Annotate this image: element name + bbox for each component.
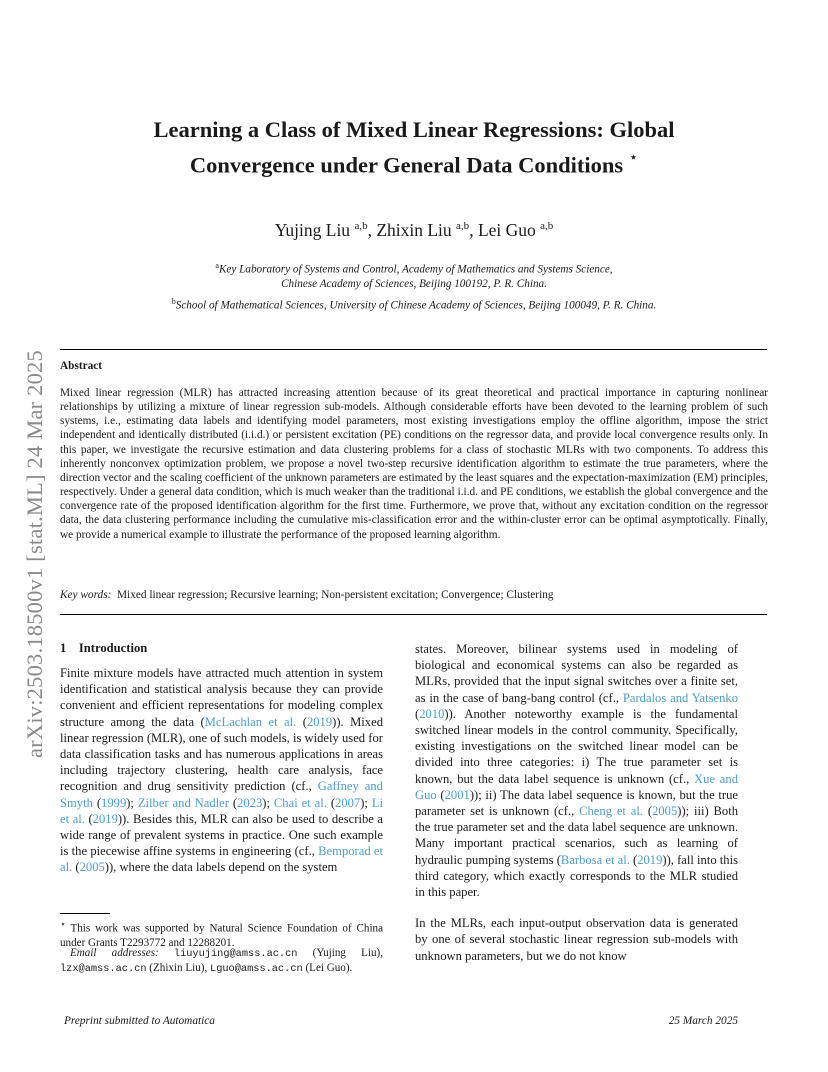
paragraph-text: ( bbox=[84, 811, 93, 826]
author-name: Zhixin Liu bbox=[376, 220, 452, 240]
abstract-text: Mixed linear regression (MLR) has attracted increasing attention because of its great theoretical and practical importance in capturing nonlinear relationships by utilizing a mixture of linear regression sub-models. Although considerable efforts have been devoted to the learning problem of such systems, i.e., estimating data labels and identifying model parameters, most existing investigations employ the offline algorithm, impose the strict independent and identically distributed (i.i.d.) or persistent excitation (PE) conditions on the regressor data, and provide local convergence results only. In this paper, we investigate the recursive estimation and data clustering problems for a class of stochastic MLRs with two components. To address this inherently nonconvex optimization problem, we propose a novel two-step recursive identification algorithm to estimate the true parameters, where the direction vector and the scaling coefficient of the unknown parameters are estimated by the least squares and the expectation-maximization (EM) principles, respectively. Under a general data condition, which is much weaker than the traditional i.i.d. and PE conditions, we establish the global convergence and the convergence rate of the proposed identification algorithm for the first time. Furthermore, we prove that, without any excitation condition on the regressor data, the data clustering performance including the cumulative mis-classification error and the within-cluster error can be optimal asymptotically. Finally, we provide a numerical example to illustrate the performance of the proposed learning algorithm. bbox=[60, 387, 768, 541]
paragraph-text: ( bbox=[326, 795, 336, 810]
citation-link[interactable]: Xue and Guo bbox=[415, 771, 738, 802]
title-footnote-mark: ⋆ bbox=[628, 150, 639, 166]
paper-title bbox=[60, 114, 768, 181]
affiliation-text: School of Mathematical Sciences, University of Chinese Academy of Sciences, Beijing 100049, P. R. China. bbox=[175, 299, 657, 312]
paragraph-text: )). Another noteworthy example is the fundamental switched linear models in the control community. Specifically, existing investigations on the switched linear model can be divided into three categories: i) The true parameter set is known, but the data label sequence is unknown (cf., bbox=[415, 706, 738, 786]
author-name: Lei Guo bbox=[477, 220, 536, 240]
section-title: Introduction bbox=[78, 641, 148, 655]
citation-link[interactable]: Chai et al. bbox=[273, 795, 327, 810]
email-link[interactable]: liuyujing@amss.ac.cn bbox=[173, 948, 298, 960]
citation-link[interactable]: 1999 bbox=[101, 795, 127, 810]
paragraph-text: ( bbox=[92, 795, 102, 810]
citation-link[interactable]: 2005 bbox=[79, 860, 105, 875]
author-separator: , bbox=[469, 220, 478, 240]
paragraph-text: ( bbox=[629, 852, 638, 867]
paragraph-text: ( bbox=[436, 787, 445, 802]
paragraph-text: Finite mixture models have attracted much attention in system identification and statistical analysis because they can provide convenient and efficient representations for modeling complex structure among the data ( bbox=[60, 666, 383, 729]
affiliation-mark: b bbox=[171, 297, 176, 306]
citation-link[interactable]: Pardalos and Yatsenko bbox=[622, 690, 738, 705]
email-link[interactable]: Lguo@amss.ac.cn bbox=[210, 963, 303, 975]
citation-link[interactable]: Li et al. bbox=[60, 795, 384, 826]
citation-link[interactable]: 2019 bbox=[92, 811, 118, 826]
email-owner: (Lei Guo). bbox=[305, 962, 353, 974]
affiliation-text: Key Laboratory of Systems and Control, Academy of Mathematics and Systems Science, bbox=[218, 263, 613, 276]
paragraph-text: ); bbox=[262, 795, 274, 810]
citation-link[interactable]: Bemporad et al. bbox=[60, 844, 383, 875]
citation-link[interactable]: 2001 bbox=[444, 787, 470, 802]
paragraph-text: ( bbox=[296, 714, 307, 729]
paragraph-text: states. Moreover, bilinear systems used in modeling of biological and economical systems can also be regarded as MLRs, provided that the input signal switches over a finite set, as in the case of bang-bang control (cf., bbox=[415, 642, 738, 705]
paragraph bbox=[60, 665, 383, 876]
paragraph-text: ( bbox=[415, 706, 420, 721]
citation-link[interactable]: 2019 bbox=[637, 852, 663, 867]
author-name: Yujing Liu bbox=[274, 220, 351, 240]
footer-date: 25 March 2025 bbox=[668, 1015, 738, 1027]
footnote-text: This work was supported by Natural Science Foundation of China under Grants T2293772 and 12288201. bbox=[60, 922, 384, 949]
paragraph-text: )). Mixed linear regression (MLR), one of such models, is widely used for data classification tasks and has numerous applications in areas including trajectory clustering, health care analysis, face recognition and drug sensitivity prediction (cf., bbox=[60, 714, 383, 794]
citation-link[interactable]: Zilber and Nadler bbox=[137, 795, 229, 810]
citation-link[interactable]: 2007 bbox=[335, 795, 361, 810]
footnote bbox=[60, 918, 383, 950]
citation-link[interactable]: McLachlan et al. bbox=[204, 714, 297, 729]
affiliation-text: Chinese Academy of Sciences, Beijing 100192, P. R. China. bbox=[281, 277, 547, 290]
author-affiliation-mark: a,b bbox=[354, 220, 368, 233]
abstract-heading: Abstract bbox=[60, 360, 103, 372]
paragraph-text: )); iii) Both the true parameter set and the data label sequence are unknown. Many important practical scenarios, such as learning of hydraulic pumping systems ( bbox=[415, 804, 739, 867]
author-affiliation-mark: a,b bbox=[540, 220, 554, 233]
citation-link[interactable]: 2010 bbox=[419, 706, 445, 721]
paragraph-text: )). Besides this, MLR can also be used to describe a wide range of prevalent systems in practice. One such example is the piecewise affine systems in engineering (cf., bbox=[60, 811, 383, 859]
abstract-bottom-rule bbox=[60, 614, 767, 615]
keywords-label: Key words: bbox=[60, 589, 112, 601]
footnote-mark: ⋆ bbox=[60, 920, 66, 930]
paragraph: In the MLRs, each input-output observation data is generated by one of several stochastic linear regression sub-models with unknown parameters, but we do not know bbox=[415, 916, 738, 963]
keywords bbox=[60, 589, 768, 601]
paragraph-text: )); ii) The data label sequence is known, but the true parameter set is unknown (cf., bbox=[415, 787, 738, 819]
left-column bbox=[60, 665, 383, 876]
author-list bbox=[60, 220, 768, 241]
section-number: 1 bbox=[60, 641, 67, 655]
paragraph-text: )), fall into this third category, which exactly corresponds to the MLR studied in this paper. bbox=[415, 852, 738, 900]
paragraph-text: ); bbox=[126, 795, 138, 810]
section-heading bbox=[60, 641, 147, 656]
email-owner: (Zhixin Liu), bbox=[149, 962, 208, 974]
paragraph-text: ( bbox=[643, 804, 653, 819]
citation-link[interactable]: Barbosa et al. bbox=[560, 852, 630, 867]
author-affiliation-mark: a,b bbox=[456, 220, 470, 233]
title-line-1: Learning a Class of Mixed Linear Regressions: Global bbox=[153, 117, 675, 142]
keywords-text: Mixed linear regression; Recursive learning; Non-persistent excitation; Convergence; Clustering bbox=[117, 589, 554, 601]
abstract-top-rule bbox=[60, 349, 767, 350]
citation-link[interactable]: Cheng et al. bbox=[579, 804, 644, 819]
citation-link[interactable]: 2023 bbox=[237, 795, 263, 810]
email-link[interactable]: lzx@amss.ac.cn bbox=[60, 963, 147, 975]
paragraph-text: ( bbox=[72, 860, 80, 875]
right-column bbox=[415, 641, 738, 964]
arxiv-identifier: arXiv:2503.18500v1 [stat.ML] 24 Mar 2025 bbox=[22, 350, 47, 758]
email-owner: (Yujing Liu), bbox=[312, 947, 383, 959]
title-line-2: Convergence under General Data Conditions bbox=[189, 152, 624, 178]
citation-link[interactable]: 2005 bbox=[652, 804, 678, 819]
affiliation-mark: a bbox=[215, 261, 219, 270]
footer-preprint-note: Preprint submitted to Automatica bbox=[64, 1015, 215, 1027]
paragraph-text: ); bbox=[360, 795, 372, 810]
paragraph-text: ( bbox=[228, 795, 238, 810]
affiliation-a bbox=[60, 259, 768, 291]
footnote-rule bbox=[60, 913, 110, 914]
email-label: Email addresses: bbox=[70, 947, 159, 959]
paragraph bbox=[415, 641, 738, 900]
author-separator: , bbox=[367, 220, 377, 240]
email-addresses bbox=[60, 946, 383, 976]
citation-link[interactable]: Gaffney and Smyth bbox=[60, 779, 383, 810]
citation-link[interactable]: 2019 bbox=[306, 714, 333, 729]
affiliation-b bbox=[60, 295, 768, 313]
paragraph-text: )), where the data labels depend on the system bbox=[104, 860, 338, 875]
